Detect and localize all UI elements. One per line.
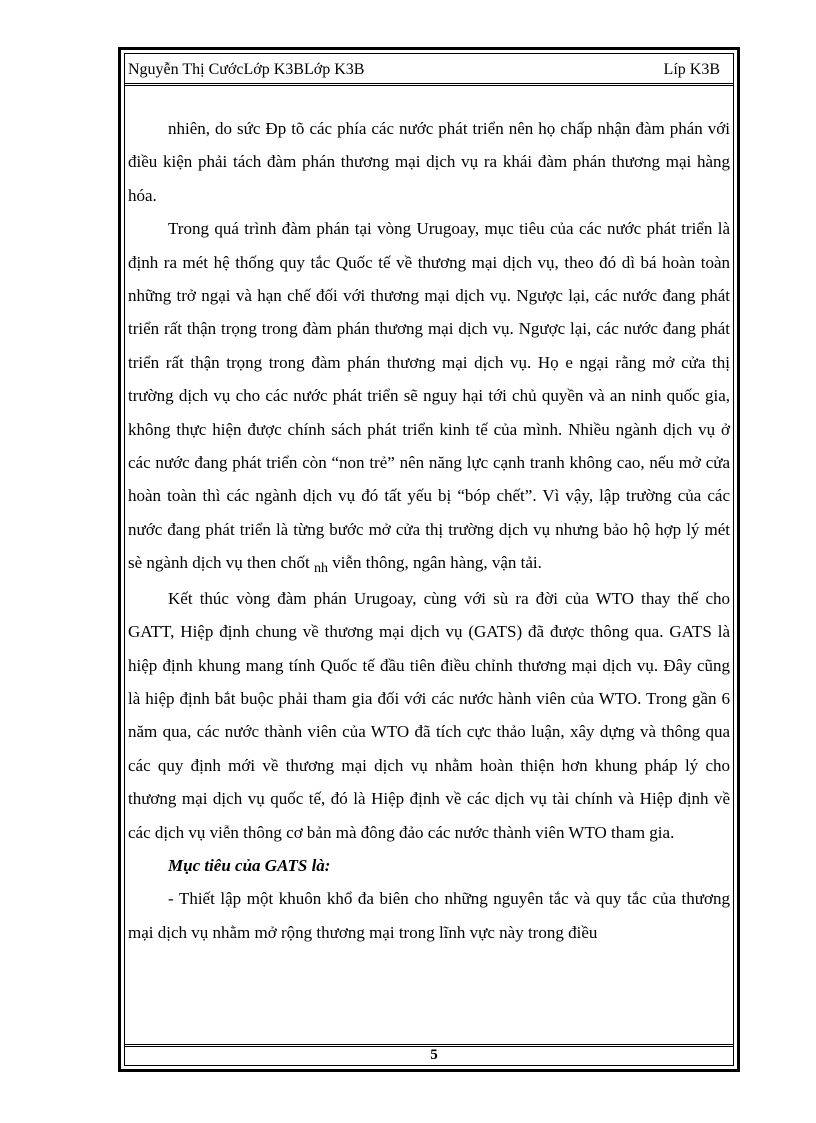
paragraph-tail: viễn thông, ngân hàng, vận tải. bbox=[328, 553, 542, 573]
subscript-fragment: nh bbox=[314, 561, 329, 577]
header-author-class: Nguyễn Thị CướcLớp K3BLớp K3B bbox=[128, 61, 365, 78]
header-class-label: Líp K3B bbox=[663, 61, 720, 78]
paragraph-text: Trong quá trình đàm phán tại vòng Urugoay, mục tiêu của các nước phát triển là định ra mét hệ thống quy tắc Quốc tế về thương mại dịch vụ, theo đó dì bá hoàn toàn những trở ngại và hạn chế đối với thương mại dịch vụ. Ngược lại, các nước đang phát triển rất thận trọng trong đàm phán thương mại dịch vụ. Ngược lại, các nước đang phát triển rất thận trọng trong đàm phán thương mại dịch vụ. Họ e ngại rằng mở cửa thị trường dịch vụ cho các nước phát triển sẽ nguy hại tới chủ quyền và an ninh quốc gia, không thực hiện được chính sách phát triển kinh tế của mình. Nhiều ngành dịch vụ ở các nước đang phát triển còn “non trẻ” nên năng lực cạnh tranh không cao, nếu mở cửa hoàn toàn thì các ngành dịch vụ đó tất yếu bị “bóp chết”. Vì vậy, lập trường của các nước đang phát triển là từng bước mở cửa thị trường dịch vụ nhưng bảo hộ hợp lý mét sè ngành dịch vụ then chốt bbox=[128, 219, 730, 573]
paragraph-gats-adoption: Kết thúc vòng đàm phán Urugoay, cùng với sù ra đời của WTO thay thế cho GATT, Hiệp định chung về thương mại dịch vụ (GATS) đã được thông qua. GATS là hiệp định khung mang tính Quốc tế đầu tiên điều chỉnh thương mại dịch vụ. Đây cũng là hiệp định bắt buộc phải tham gia đối với các nước hành viên của WTO. Trong gần 6 năm qua, các nước thành viên của WTO đã tích cực thảo luận, xây dựng và thông qua các quy định mới về thương mại dịch vụ nhằm hoàn thiện hơn khung pháp lý cho thương mại dịch vụ quốc tế, đó là Hiệp định về các dịch vụ tài chính và Hiệp định về các dịch vụ viễn thông cơ bản mà đông đảo các nước thành viên WTO tham gia. bbox=[128, 588, 730, 842]
document-body bbox=[128, 112, 730, 949]
paragraph-continuation: nhiên, do sức Đp tõ các phía các nước phát triển nên họ chấp nhận đàm phán với điều kiện phải tách đàm phán thương mại dịch vụ ra khái đàm phán thương mại hàng hóa. bbox=[128, 119, 730, 205]
page-number: 5 bbox=[430, 1047, 438, 1063]
section-heading: Mục tiêu của GATS là: bbox=[168, 855, 331, 875]
header-divider bbox=[124, 83, 734, 86]
paragraph-urugoay-negotiation bbox=[128, 212, 730, 581]
paragraph-gats-goal: - Thiết lập một khuôn khổ đa biên cho những nguyên tắc và quy tắc của thương mại dịch vụ nhằm mở rộng thương mại trong lĩnh vực này trong điều bbox=[128, 889, 730, 942]
